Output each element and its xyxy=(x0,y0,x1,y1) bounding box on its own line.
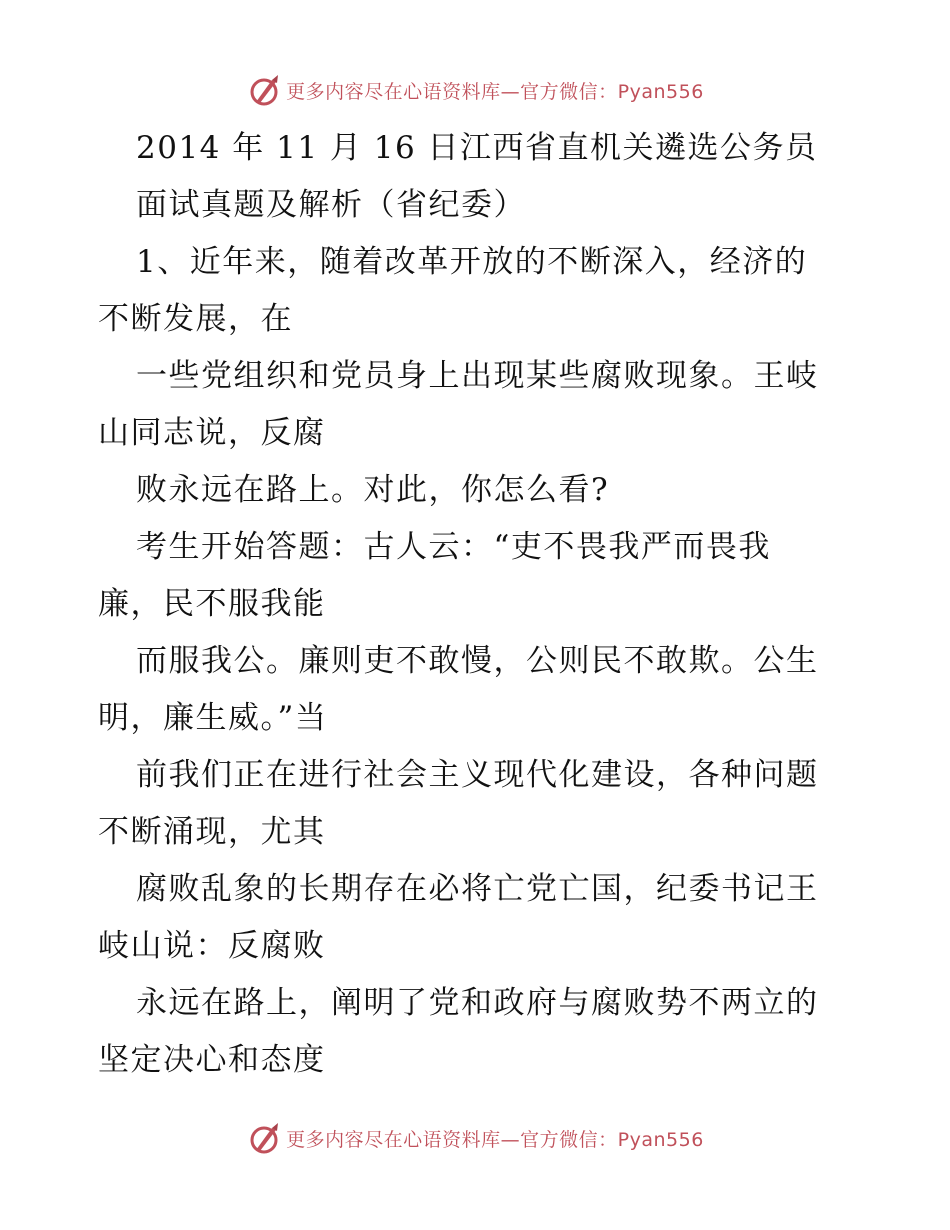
footer-watermark-text: 更多内容尽在心语资料库—官方微信：Pyan556 xyxy=(286,1128,704,1151)
doc-line: 一些党组织和党员身上出现某些腐败现象。王岐 xyxy=(136,358,819,394)
feather-pen-logo-icon xyxy=(246,1120,282,1156)
header-watermark-banner xyxy=(0,70,950,110)
doc-line: 而服我公。廉则吏不敢慢，公则民不敢欺。公生 xyxy=(136,643,819,679)
doc-line: 明，廉生威。”当 xyxy=(98,700,328,736)
footer-watermark-banner xyxy=(0,1118,950,1158)
doc-line: 面试真题及解析（省纪委） xyxy=(136,187,526,223)
doc-line: 考生开始答题：古人云：“吏不畏我严而畏我 xyxy=(136,529,771,565)
doc-line: 2014 年 11 月 16 日江西省直机关遴选公务员 xyxy=(136,130,818,166)
doc-line: 腐败乱象的长期存在必将亡党亡国，纪委书记王 xyxy=(136,871,819,907)
doc-line: 前我们正在进行社会主义现代化建设，各种问题 xyxy=(136,757,819,793)
doc-line: 廉，民不服我能 xyxy=(98,586,326,622)
doc-line: 败永远在路上。对此，你怎么看? xyxy=(136,472,610,508)
document-body xyxy=(98,120,858,1089)
doc-line: 永远在路上，阐明了党和政府与腐败势不两立的 xyxy=(136,985,819,1021)
feather-pen-logo-icon xyxy=(246,72,282,108)
doc-line: 不断发展，在 xyxy=(98,301,293,337)
doc-line: 1、近年来，随着改革开放的不断深入，经济的 xyxy=(136,244,808,280)
doc-line: 岐山说：反腐败 xyxy=(98,928,326,964)
header-watermark-text: 更多内容尽在心语资料库—官方微信：Pyan556 xyxy=(286,80,704,103)
doc-line: 坚定决心和态度 xyxy=(98,1042,326,1078)
doc-line: 不断涌现，尤其 xyxy=(98,814,326,850)
doc-line: 山同志说，反腐 xyxy=(98,415,326,451)
